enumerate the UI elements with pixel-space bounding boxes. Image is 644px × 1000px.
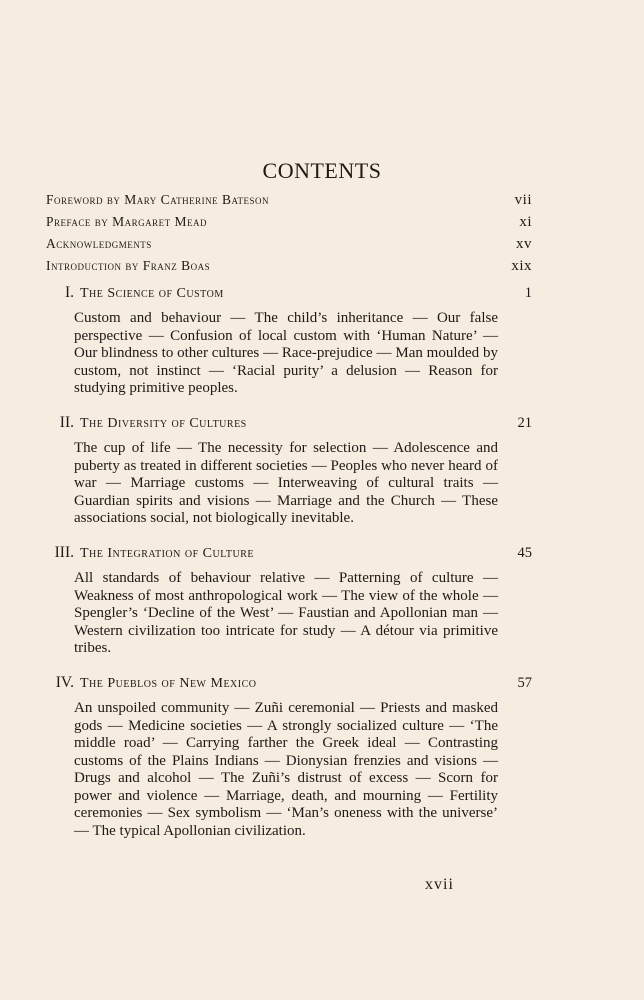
- chapter-entry: [46, 284, 532, 398]
- chapter-number: II.: [59, 413, 74, 431]
- front-matter-page: xix: [511, 258, 532, 274]
- chapter-title: The Science of Custom: [80, 286, 224, 301]
- front-matter-item: [46, 214, 532, 236]
- front-matter-label: Introduction by Franz Boas: [46, 258, 211, 273]
- chapter-entry: [46, 674, 532, 841]
- chapter-summary: All standards of behaviour relative — Patterning of culture — Weakness of most anthropological work — The view of the whole — Spengler’s ‘Decline of the West’ — Faustian and Apollonian man — Western civilization too intricate for study — A détour via primitive tribes.: [74, 569, 498, 657]
- front-matter-label: Foreword by Mary Catherine Bateson: [46, 192, 270, 207]
- chapter-title: The Diversity of Cultures: [80, 415, 247, 431]
- chapter-heading: [46, 414, 532, 436]
- front-matter-page: xi: [519, 214, 532, 230]
- front-matter-page: xv: [516, 236, 532, 252]
- chapter-summary: The cup of life — The necessity for selection — Adolescence and puberty as treated in different societies — Peoples who never heard of war — Marriage customs — Interweaving of cultural traits — Guardian spirits and visions — Marriage and the Church — These associations social, not biologically inevitable.: [74, 439, 498, 527]
- chapter-summary: An unspoiled community — Zuñi ceremonial — Priests and masked gods — Medicine societies — A strongly socialized culture — ‘The middle road’ — Carrying farther the Greek ideal — Contrasting customs of the Plains Indians — Dionysian frenzies and visions — Drugs and alcohol — The Zuñi’s distrust of excess — Scorn for power and violence — Marriage, death, and mourning — Fertility ceremonies — Sex symbolism — ‘Man’s oneness with the universe’ — The typical Apollonian civilization.: [74, 699, 498, 840]
- front-matter-item: [46, 236, 532, 258]
- chapter-heading: [46, 284, 532, 306]
- chapter-summary: Custom and behaviour — The child’s inheritance — Our false perspective — Confusion of local custom with ‘Human Nature’ — Our blindness to other cultures — Race-prejudice — Man moulded by custom, not instinct — ‘Racial purity’ a delusion — Reason for studying primitive peoples.: [74, 310, 498, 397]
- chapter-page: 1: [524, 285, 532, 301]
- front-matter-label: Acknowledgments: [46, 236, 152, 251]
- front-matter-label: Preface by Margaret Mead: [46, 214, 207, 229]
- chapter-page: 21: [517, 414, 532, 431]
- chapter-entry: [46, 414, 532, 528]
- chapter-title: The Integration of Culture: [80, 545, 255, 561]
- chapter-page: 57: [517, 674, 532, 691]
- page-number: xvii: [425, 876, 454, 893]
- chapter-list: [46, 284, 532, 857]
- chapter-heading: [46, 674, 532, 696]
- front-matter-item: [46, 192, 532, 214]
- chapter-number: III.: [54, 543, 74, 561]
- chapter-entry: [46, 544, 532, 658]
- chapter-page: 45: [517, 544, 532, 561]
- page-title: CONTENTS: [262, 158, 382, 183]
- chapter-number: I.: [64, 284, 74, 301]
- chapter-title: The Pueblos of New Mexico: [80, 675, 257, 691]
- front-matter-item: [46, 258, 532, 280]
- front-matter-page: vii: [514, 192, 532, 208]
- chapter-number: IV.: [55, 673, 74, 691]
- chapter-heading: [46, 544, 532, 566]
- front-matter-list: [46, 192, 532, 280]
